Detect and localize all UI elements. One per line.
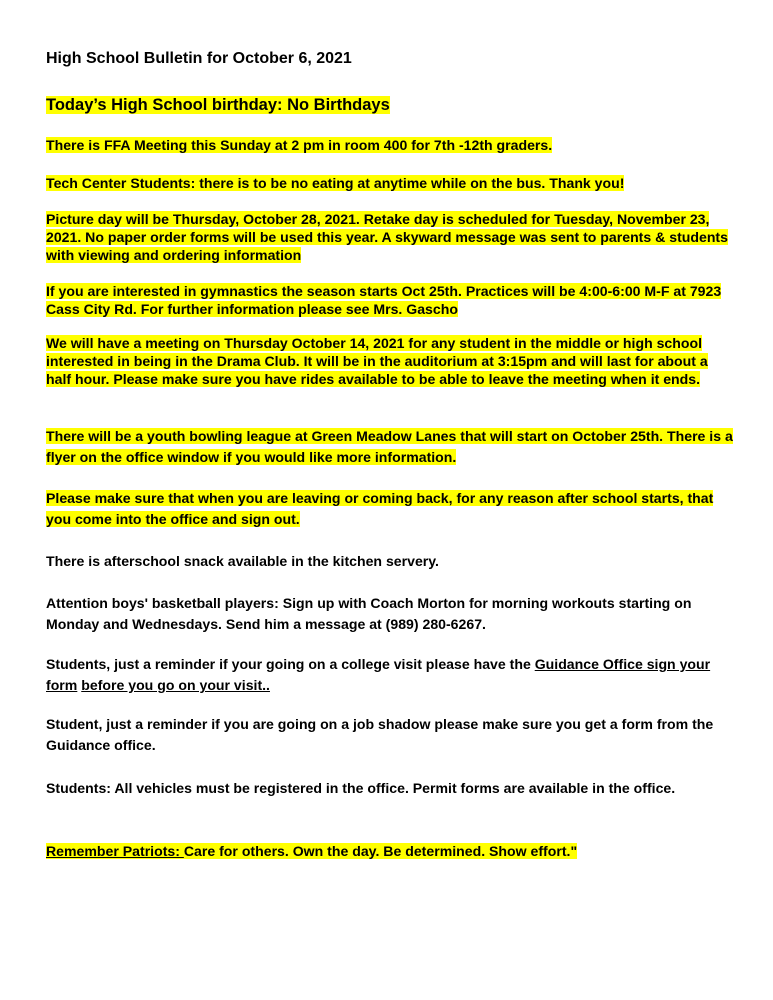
sign-out-announcement [46, 488, 736, 530]
vehicles-text: Students: All vehicles must be registered in the office. Permit forms are available in the office. [46, 780, 676, 796]
college-visit-underline-2: before you go on your visit.. [81, 677, 270, 693]
picture-day-announcement [46, 210, 736, 264]
birthday-text: Today’s High School birthday: No Birthdays [46, 96, 390, 114]
college-visit-prefix: Students, just a reminder if your going on a college visit please have the [46, 656, 535, 672]
bowling-announcement [46, 426, 736, 468]
ffa-text: There is FFA Meeting this Sunday at 2 pm in room 400 for 7th -12th graders. [46, 137, 553, 153]
sign-out-text: Please make sure that when you are leaving or coming back, for any reason after school starts, that you come into the office and sign out. [46, 490, 714, 527]
job-shadow-announcement [46, 714, 736, 756]
motto-text: Care for others. Own the day. Be determined. Show effort." [183, 843, 578, 859]
basketball-announcement [46, 593, 736, 635]
motto [46, 842, 736, 860]
gymnastics-announcement [46, 282, 736, 318]
bowling-text: There will be a youth bowling league at Green Meadow Lanes that will start on October 25th. There is a flyer on the office window if you would like more information. [46, 428, 733, 465]
picture-day-text: Picture day will be Thursday, October 28, 2021. Retake day is scheduled for Tuesday, November 23, 2021. No paper order forms will be used this year. A skyward message was sent to parents & students with viewing and ordering information [46, 211, 728, 263]
vehicles-announcement [46, 779, 736, 797]
ffa-announcement [46, 136, 736, 154]
page-title: High School Bulletin for October 6, 2021 [46, 50, 352, 67]
snack-announcement [46, 552, 736, 570]
snack-text: There is afterschool snack available in the kitchen servery. [46, 553, 439, 569]
birthday-announcement [46, 96, 390, 115]
motto-label: Remember Patriots: [46, 843, 184, 859]
drama-text: We will have a meeting on Thursday October 14, 2021 for any student in the middle or high school interested in being in the Drama Club. It will be in the auditorium at 3:15pm and will last for about a half hour. Please make sure you have rides available to be able to leave the meeting when it ends. [46, 335, 708, 387]
college-visit-announcement [46, 654, 736, 696]
tech-center-text: Tech Center Students: there is to be no eating at anytime while on the bus. Thank you! [46, 175, 625, 191]
gymnastics-text: If you are interested in gymnastics the season starts Oct 25th. Practices will be 4:00-6:00 M-F at 7923 Cass City Rd. For further information please see Mrs. Gascho [46, 283, 722, 317]
tech-center-announcement [46, 174, 736, 192]
job-shadow-text: Student, just a reminder if you are going on a job shadow please make sure you get a form from the Guidance office. [46, 716, 714, 753]
drama-announcement [46, 334, 736, 388]
basketball-text: Attention boys' basketball players: Sign up with Coach Morton for morning workouts starting on Monday and Wednesdays. Send him a message at (989) 280-6267. [46, 595, 692, 632]
college-visit-underline-1: Guidance Office sign your form [46, 656, 711, 693]
